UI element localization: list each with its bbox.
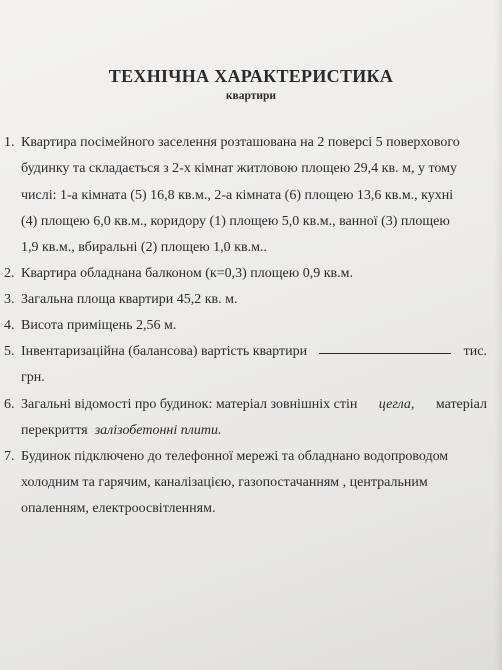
value-blank-line	[319, 339, 451, 354]
item-6-line-2-text: перекриття	[21, 423, 88, 438]
item-7-line-2: холодним та гарячим, каналізацією, газопостачанням , центральним	[21, 475, 428, 490]
item-3-text: Загальна площа квартири 45,2 кв. м.	[21, 292, 238, 307]
item-5-line-1	[21, 339, 487, 364]
item-6-text: Загальні відомості про будинок: матеріал зовнішніх стін	[21, 397, 358, 412]
item-2-text: Квартира обладнана балконом (к=0,3) площею 0,9 кв.м.	[21, 266, 353, 281]
item-1-line-4: (4) площею 6,0 кв.м., коридору (1) площею 5,0 кв.м., ванної (3) площею	[21, 214, 450, 229]
item-1-line-2: будинку та складається з 2-х кімнат житловою площею 29,4 кв. м, у тому	[21, 161, 457, 176]
item-number: 1.	[4, 135, 15, 150]
item-7-line-3: опаленням, електроосвітленням.	[21, 501, 216, 516]
item-number: 6.	[4, 397, 15, 412]
item-5-text: Інвентаризаційна (балансова) вартість квартири	[21, 344, 308, 359]
item-4-text: Висота приміщень 2,56 м.	[21, 318, 177, 333]
document-title: ТЕХНІЧНА ХАРАКТЕРИСТИКА	[108, 66, 394, 86]
wall-material: цегла,	[378, 397, 415, 412]
item-number: 3.	[4, 292, 15, 307]
floor-material: залізобетонні плити.	[94, 423, 222, 438]
item-6-text-end: матеріал	[435, 397, 487, 412]
item-6-line-2	[21, 418, 221, 443]
item-number: 2.	[4, 266, 15, 281]
item-6-line-1	[21, 392, 487, 417]
item-1-line-3: числі: 1-а кімната (5) 16,8 кв.м., 2-а кімната (6) площею 13,6 кв.м., кухні	[21, 188, 454, 203]
item-5-unit: тис.	[463, 344, 487, 359]
item-number: 5.	[4, 344, 15, 359]
item-1-line-1: Квартира посімейного заселення розташована на 2 поверсі 5 поверхового	[21, 135, 460, 150]
item-5-line-2: грн.	[21, 370, 45, 385]
item-7-line-1: Будинок підключено до телефонної мережі та обладнано водопроводом	[21, 449, 449, 464]
item-number: 4.	[4, 318, 15, 333]
document-subtitle: квартири	[225, 90, 277, 102]
item-1-line-5: 1,9 кв.м., вбиральні (2) площею 1,0 кв.м..	[21, 240, 267, 255]
item-number: 7.	[4, 449, 15, 464]
